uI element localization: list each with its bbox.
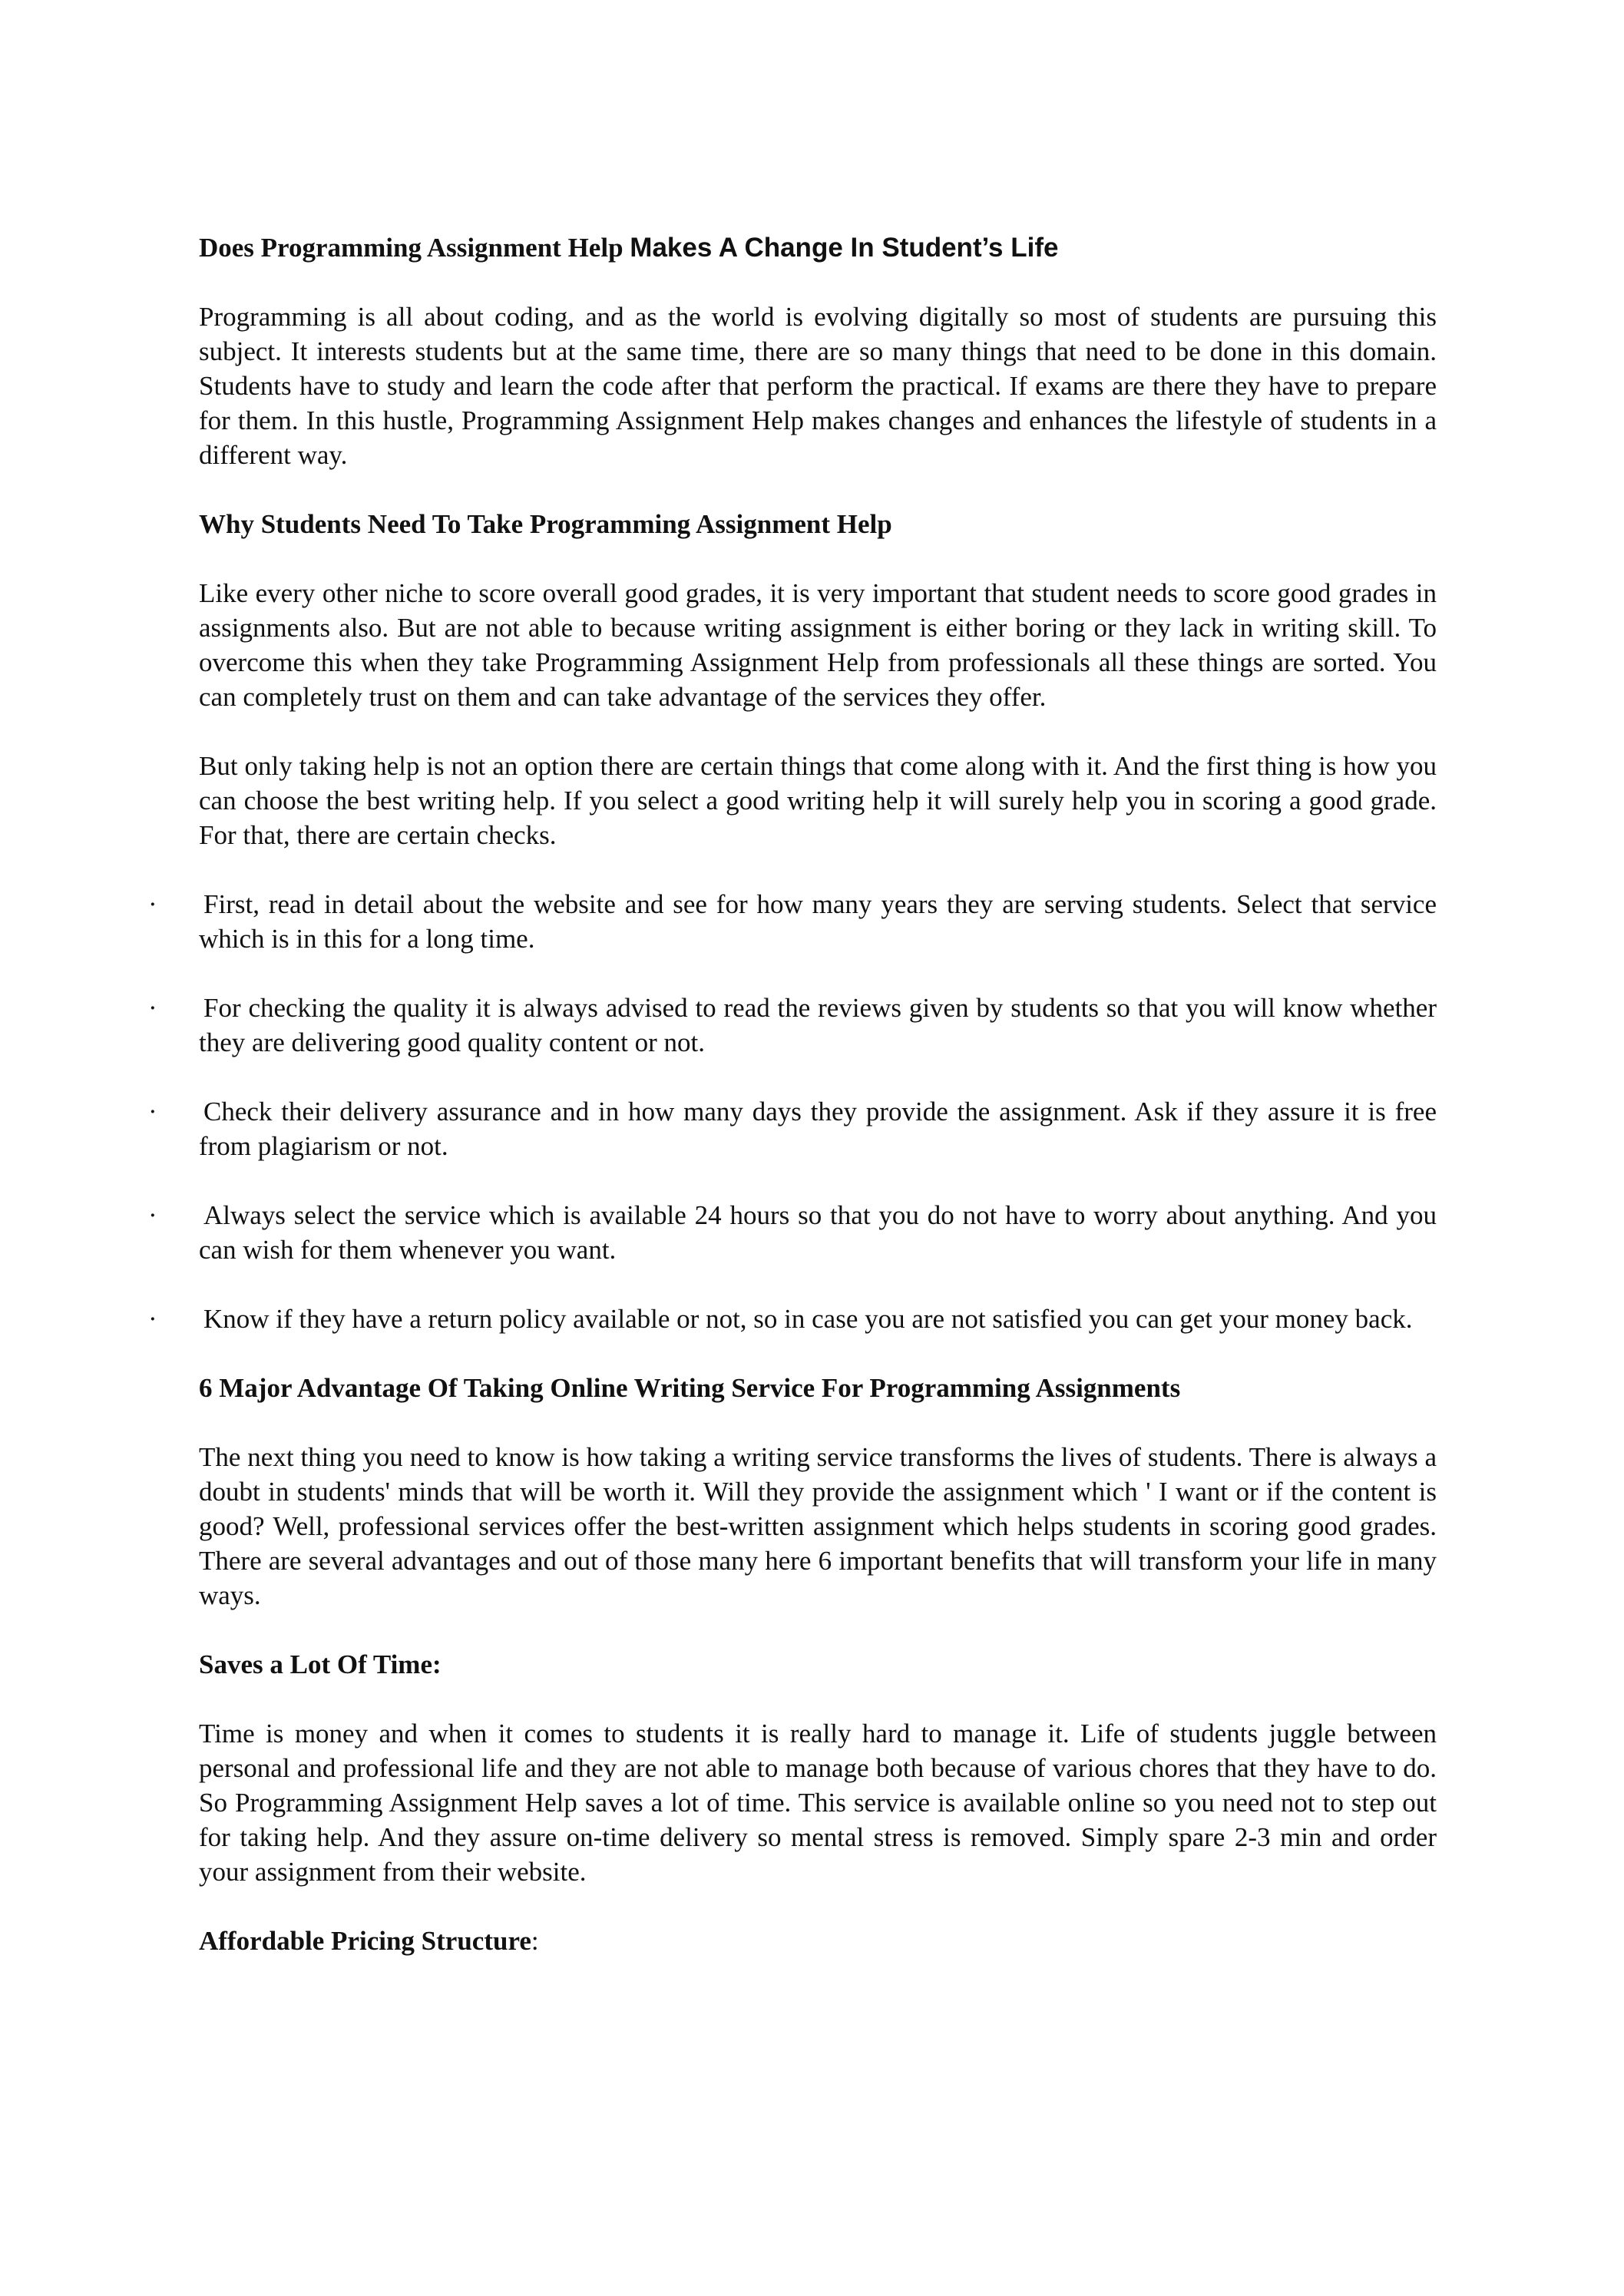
- bullet-text: Check their delivery assurance and in how many days they provide the assignment. Ask if they assure it is free from plagiarism or not.: [199, 1097, 1437, 1161]
- title-part-serif: Does Programming Assignment Help: [199, 233, 630, 263]
- bullet-dot: ·: [148, 889, 157, 919]
- title-part-sans: Makes A Change In Student’s Life: [630, 233, 1059, 263]
- heading-saves-time: Saves a Lot Of Time:: [199, 1649, 442, 1679]
- why-paragraph-2: But only taking help is not an option there are certain things that come along with it. And the first thing is how you can choose the best writing help. If you select a good writing help it will surely help you in scoring a good grade. For that, there are certain checks.: [199, 751, 1437, 850]
- bullet-text: Always select the service which is available 24 hours so that you do not have to worry about anything. And you can wish for them whenever you want.: [199, 1200, 1437, 1265]
- heading-pricing-colon: :: [531, 1926, 539, 1956]
- bullet-dot: ·: [148, 1200, 157, 1230]
- bullet-text: First, read in detail about the website and see for how many years they are serving students. Select that service which is in this for a long time.: [199, 889, 1437, 954]
- heading-pricing-text: Affordable Pricing Structure: [199, 1926, 531, 1956]
- document-title: [199, 230, 1437, 265]
- bullet-dot: ·: [148, 993, 157, 1023]
- bullet-dot: ·: [148, 1097, 157, 1126]
- heading-why-students: Why Students Need To Take Programming Assignment Help: [199, 509, 892, 539]
- bullet-item: [148, 1302, 1437, 1336]
- intro-paragraph: Programming is all about coding, and as the world is evolving digitally so most of students are pursuing this subject. It interests students but at the same time, there are so many things that need to be done in this domain. Students have to study and learn the code after that perform the practical. If exams are there they have to prepare for them. In this hustle, Programming Assignment Help makes changes and enhances the lifestyle of students in a different way.: [199, 302, 1437, 470]
- bullet-item: [148, 991, 1437, 1060]
- bullet-item: [148, 1094, 1437, 1163]
- document-page: [148, 230, 1437, 1993]
- heading-pricing: [199, 1924, 1437, 1958]
- saves-time-paragraph: Time is money and when it comes to students it is really hard to manage it. Life of students juggle between personal and professional life and they are not able to manage both because of various chores that they have to do. So Programming Assignment Help saves a lot of time. This service is available online so you need not to step out for taking help. And they assure on-time delivery so mental stress is removed. Simply spare 2-3 min and order your assignment from their website.: [199, 1719, 1437, 1887]
- bullet-item: [148, 1198, 1437, 1267]
- bullet-dot: ·: [148, 1304, 157, 1334]
- heading-advantages: 6 Major Advantage Of Taking Online Writing Service For Programming Assignments: [199, 1373, 1181, 1403]
- bullet-item: [148, 887, 1437, 956]
- bullet-text: Know if they have a return policy available or not, so in case you are not satisfied you can get your money back.: [203, 1304, 1413, 1334]
- bullet-text: For checking the quality it is always advised to read the reviews given by students so that you will know whether they are delivering good quality content or not.: [199, 993, 1437, 1057]
- why-paragraph-1: Like every other niche to score overall good grades, it is very important that student needs to score good grades in assignments also. But are not able to because writing assignment is either boring or they lack in writing skill. To overcome this when they take Programming Assignment Help from professionals all these things are sorted. You can completely trust on them and can take advantage of the services they offer.: [199, 578, 1437, 712]
- advantages-paragraph: The next thing you need to know is how taking a writing service transforms the lives of students. There is always a doubt in students' minds that will be worth it. Will they provide the assignment which ' I want or if the content is good? Well, professional services offer the best-written assignment which helps students in scoring good grades. There are several advantages and out of those many here 6 important benefits that will transform your life in many ways.: [199, 1442, 1437, 1610]
